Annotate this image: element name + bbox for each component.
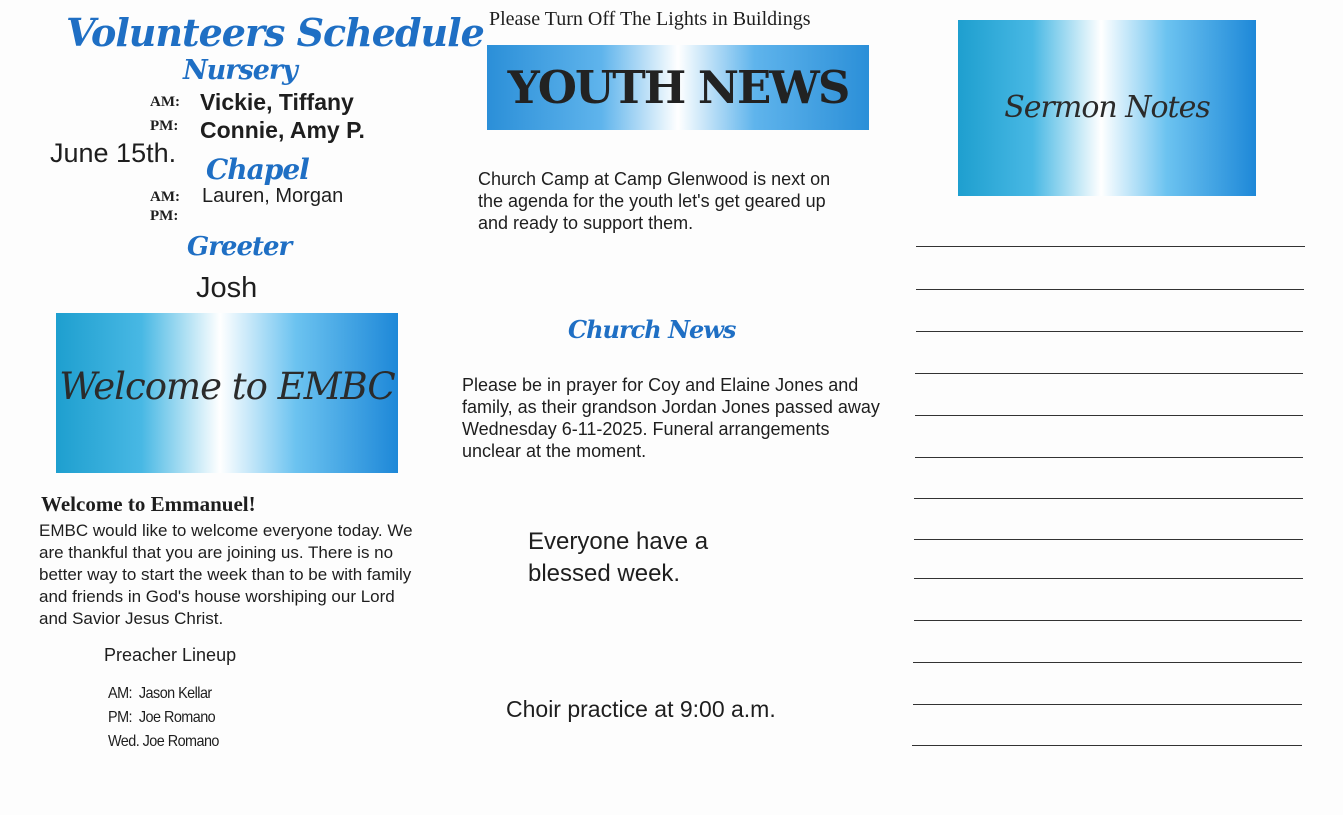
youth-body: Church Camp at Camp Glenwood is next on the agenda for the youth let's get geared up and ready to support them. <box>478 169 831 233</box>
chapel-am-label: AM: <box>150 189 180 205</box>
preacher-am: AM: Jason Kellar <box>108 685 212 702</box>
nursery-pm-label: PM: <box>150 118 179 134</box>
chapel-pm-label: PM: <box>150 208 179 224</box>
lights-notice: Please Turn Off The Lights in Buildings <box>489 8 811 30</box>
nursery-pm-names: Connie, Amy P. <box>200 117 365 143</box>
welcome-banner-text: Welcome to EMBC <box>59 365 395 408</box>
youth-news-title: YOUTH NEWS <box>507 61 849 114</box>
preacher-heading: Preacher Lineup <box>104 645 237 665</box>
note-line <box>912 745 1302 746</box>
choir-notice: Choir practice at 9:00 a.m. <box>506 696 776 722</box>
chapel-heading: Chapel <box>206 153 309 186</box>
preacher-list <box>108 682 219 754</box>
note-line <box>916 246 1305 247</box>
note-line <box>916 331 1303 332</box>
note-line <box>915 457 1303 458</box>
sermon-notes-banner <box>958 20 1256 196</box>
nursery-am-label: AM: <box>150 94 180 110</box>
note-line <box>914 539 1303 540</box>
note-line <box>914 578 1303 579</box>
youth-news-banner <box>487 45 869 130</box>
nursery-heading: Nursery <box>183 55 297 86</box>
church-news-body: Please be in prayer for Coy and Elaine Jones and family, as their grandson Jordan Jones passed away Wednesday 6-11-2025. Funeral arrangements unclear at the moment. <box>462 375 880 461</box>
note-line <box>913 704 1302 705</box>
welcome-heading: Welcome to Emmanuel! <box>41 492 256 516</box>
preacher-pm: PM: Joe Romano <box>108 709 216 726</box>
sermon-notes-title: Sermon Notes <box>1004 90 1210 125</box>
schedule-date: June 15th. <box>50 138 177 168</box>
note-line <box>916 289 1304 290</box>
note-line <box>915 415 1303 416</box>
welcome-banner <box>56 313 398 473</box>
note-line <box>913 662 1302 663</box>
blessing-text: Everyone have a blessed week. <box>528 528 709 587</box>
greeter-name: Josh <box>196 272 258 304</box>
nursery-am-names: Vickie, Tiffany <box>200 89 354 115</box>
note-line <box>914 620 1302 621</box>
chapel-am-names: Lauren, Morgan <box>202 185 344 207</box>
church-news-heading: Church News <box>568 315 736 344</box>
volunteers-title: Volunteers Schedule <box>66 10 484 55</box>
note-line <box>914 498 1303 499</box>
preacher-wed: Wed. Joe Romano <box>108 733 219 750</box>
greeter-heading: Greeter <box>187 232 292 262</box>
welcome-body: EMBC would like to welcome everyone today. We are thankful that you are joining us. There is no better way to start the week than to be with family and friends in God's house worshiping our Lord and Savior Jesus Christ. <box>39 521 413 628</box>
note-line <box>915 373 1303 374</box>
